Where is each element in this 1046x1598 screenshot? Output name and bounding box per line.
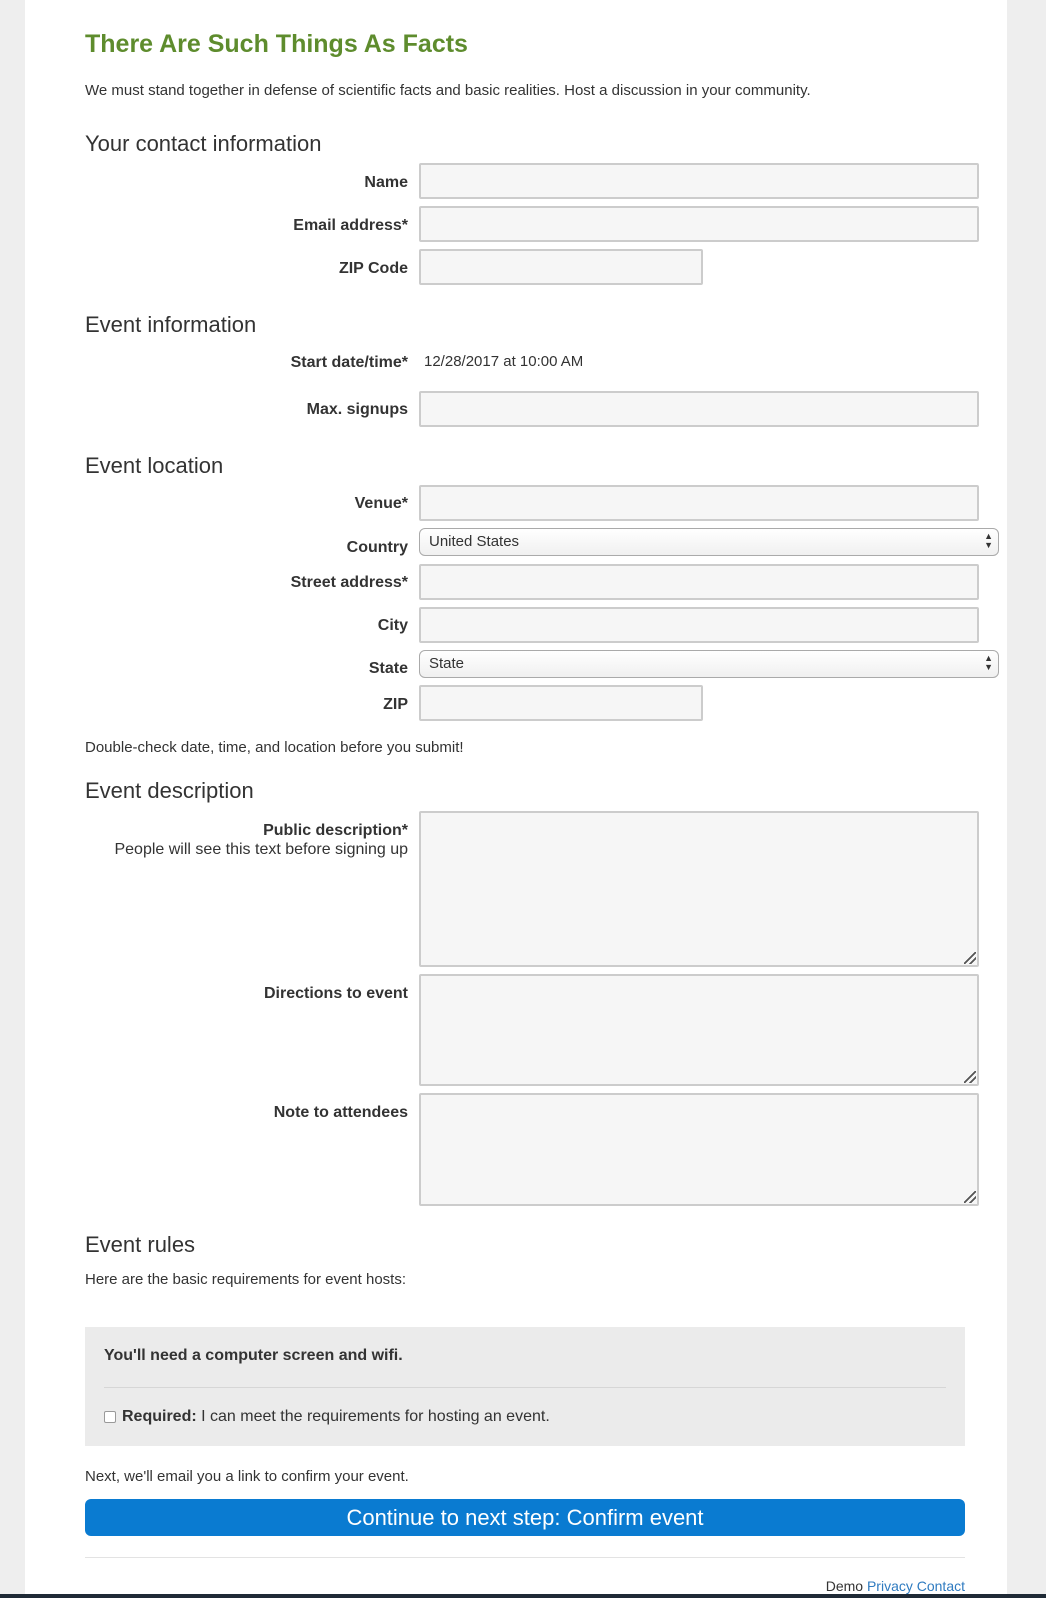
rules-divider bbox=[104, 1387, 946, 1388]
zip-label: ZIP bbox=[383, 696, 408, 713]
public-description-textarea[interactable] bbox=[419, 811, 979, 967]
location-note: Double-check date, time, and location before you submit! bbox=[85, 739, 464, 756]
footer-demo: Demo bbox=[825, 1578, 864, 1594]
up-down-arrows-icon: ▲ ▼ bbox=[984, 653, 993, 672]
rules-intro: Here are the basic requirements for event hosts: bbox=[85, 1271, 406, 1288]
state-select-value: State bbox=[429, 655, 465, 672]
rules-box bbox=[85, 1327, 965, 1446]
footer-divider bbox=[85, 1557, 965, 1558]
street-address-label: Street address* bbox=[290, 574, 408, 591]
footer-contact-link[interactable]: Contact bbox=[916, 1578, 965, 1594]
max-signups-label: Max. signups bbox=[306, 401, 408, 418]
zip-code-input[interactable] bbox=[419, 249, 703, 285]
note-to-attendees-label: Note to attendees bbox=[273, 1104, 408, 1121]
venue-input[interactable] bbox=[419, 485, 979, 521]
bottom-bar bbox=[0, 1594, 1046, 1598]
directions-textarea[interactable] bbox=[419, 974, 979, 1086]
city-label: City bbox=[377, 617, 408, 634]
country-select-value: United States bbox=[429, 533, 520, 550]
note-to-attendees-wrap bbox=[419, 1093, 979, 1206]
rules-agree-row[interactable] bbox=[104, 1408, 550, 1426]
next-step-note: Next, we'll email you a link to confirm your event. bbox=[85, 1468, 409, 1485]
zip-code-label: ZIP Code bbox=[338, 260, 408, 277]
email-input[interactable] bbox=[419, 206, 979, 242]
section-event-info-heading: Event information bbox=[85, 312, 257, 337]
up-down-arrows-icon: ▲ ▼ bbox=[984, 531, 993, 550]
rules-required-prefix: Required: bbox=[122, 1408, 197, 1425]
section-description-heading: Event description bbox=[85, 778, 254, 803]
public-description-label bbox=[108, 822, 408, 860]
resize-grip-icon[interactable] bbox=[964, 1071, 976, 1083]
country-select[interactable] bbox=[419, 528, 999, 556]
intro-text: We must stand together in defense of scientific facts and basic realities. Host a discussion in your community. bbox=[85, 82, 811, 99]
name-label: Name bbox=[364, 174, 408, 191]
zip-input[interactable] bbox=[419, 685, 703, 721]
rules-requirement: You'll need a computer screen and wifi. bbox=[104, 1347, 403, 1364]
section-contact-heading: Your contact information bbox=[85, 131, 322, 156]
directions-label: Directions to event bbox=[263, 985, 408, 1002]
resize-grip-icon[interactable] bbox=[964, 952, 976, 964]
continue-button[interactable]: Continue to next step: Confirm event bbox=[85, 1499, 965, 1536]
resize-grip-icon[interactable] bbox=[964, 1191, 976, 1203]
directions-wrap bbox=[419, 974, 979, 1086]
public-description-hint: People will see this text before signing up bbox=[114, 841, 408, 858]
email-label: Email address* bbox=[293, 217, 408, 234]
name-input[interactable] bbox=[419, 163, 979, 199]
venue-label: Venue* bbox=[354, 495, 408, 512]
section-rules-heading: Event rules bbox=[85, 1232, 196, 1257]
start-datetime-value: 12/28/2017 at 10:00 AM bbox=[424, 353, 584, 370]
page-title: There Are Such Things As Facts bbox=[85, 30, 468, 58]
rules-agree-checkbox[interactable] bbox=[104, 1411, 116, 1423]
note-to-attendees-textarea[interactable] bbox=[419, 1093, 979, 1206]
country-label: Country bbox=[346, 539, 408, 556]
city-input[interactable] bbox=[419, 607, 979, 643]
max-signups-input[interactable] bbox=[419, 391, 979, 427]
footer bbox=[826, 1578, 965, 1594]
state-select[interactable] bbox=[419, 650, 999, 678]
street-address-input[interactable] bbox=[419, 564, 979, 600]
footer-privacy-link[interactable]: Privacy bbox=[866, 1578, 913, 1594]
public-description-label-text: Public description* bbox=[263, 822, 408, 839]
state-label: State bbox=[368, 660, 408, 677]
page-container bbox=[25, 0, 1007, 1598]
start-datetime-label: Start date/time* bbox=[290, 354, 408, 371]
section-location-heading: Event location bbox=[85, 453, 224, 478]
public-description-wrap bbox=[419, 811, 979, 967]
rules-agree-text: I can meet the requirements for hosting an event. bbox=[196, 1408, 550, 1425]
